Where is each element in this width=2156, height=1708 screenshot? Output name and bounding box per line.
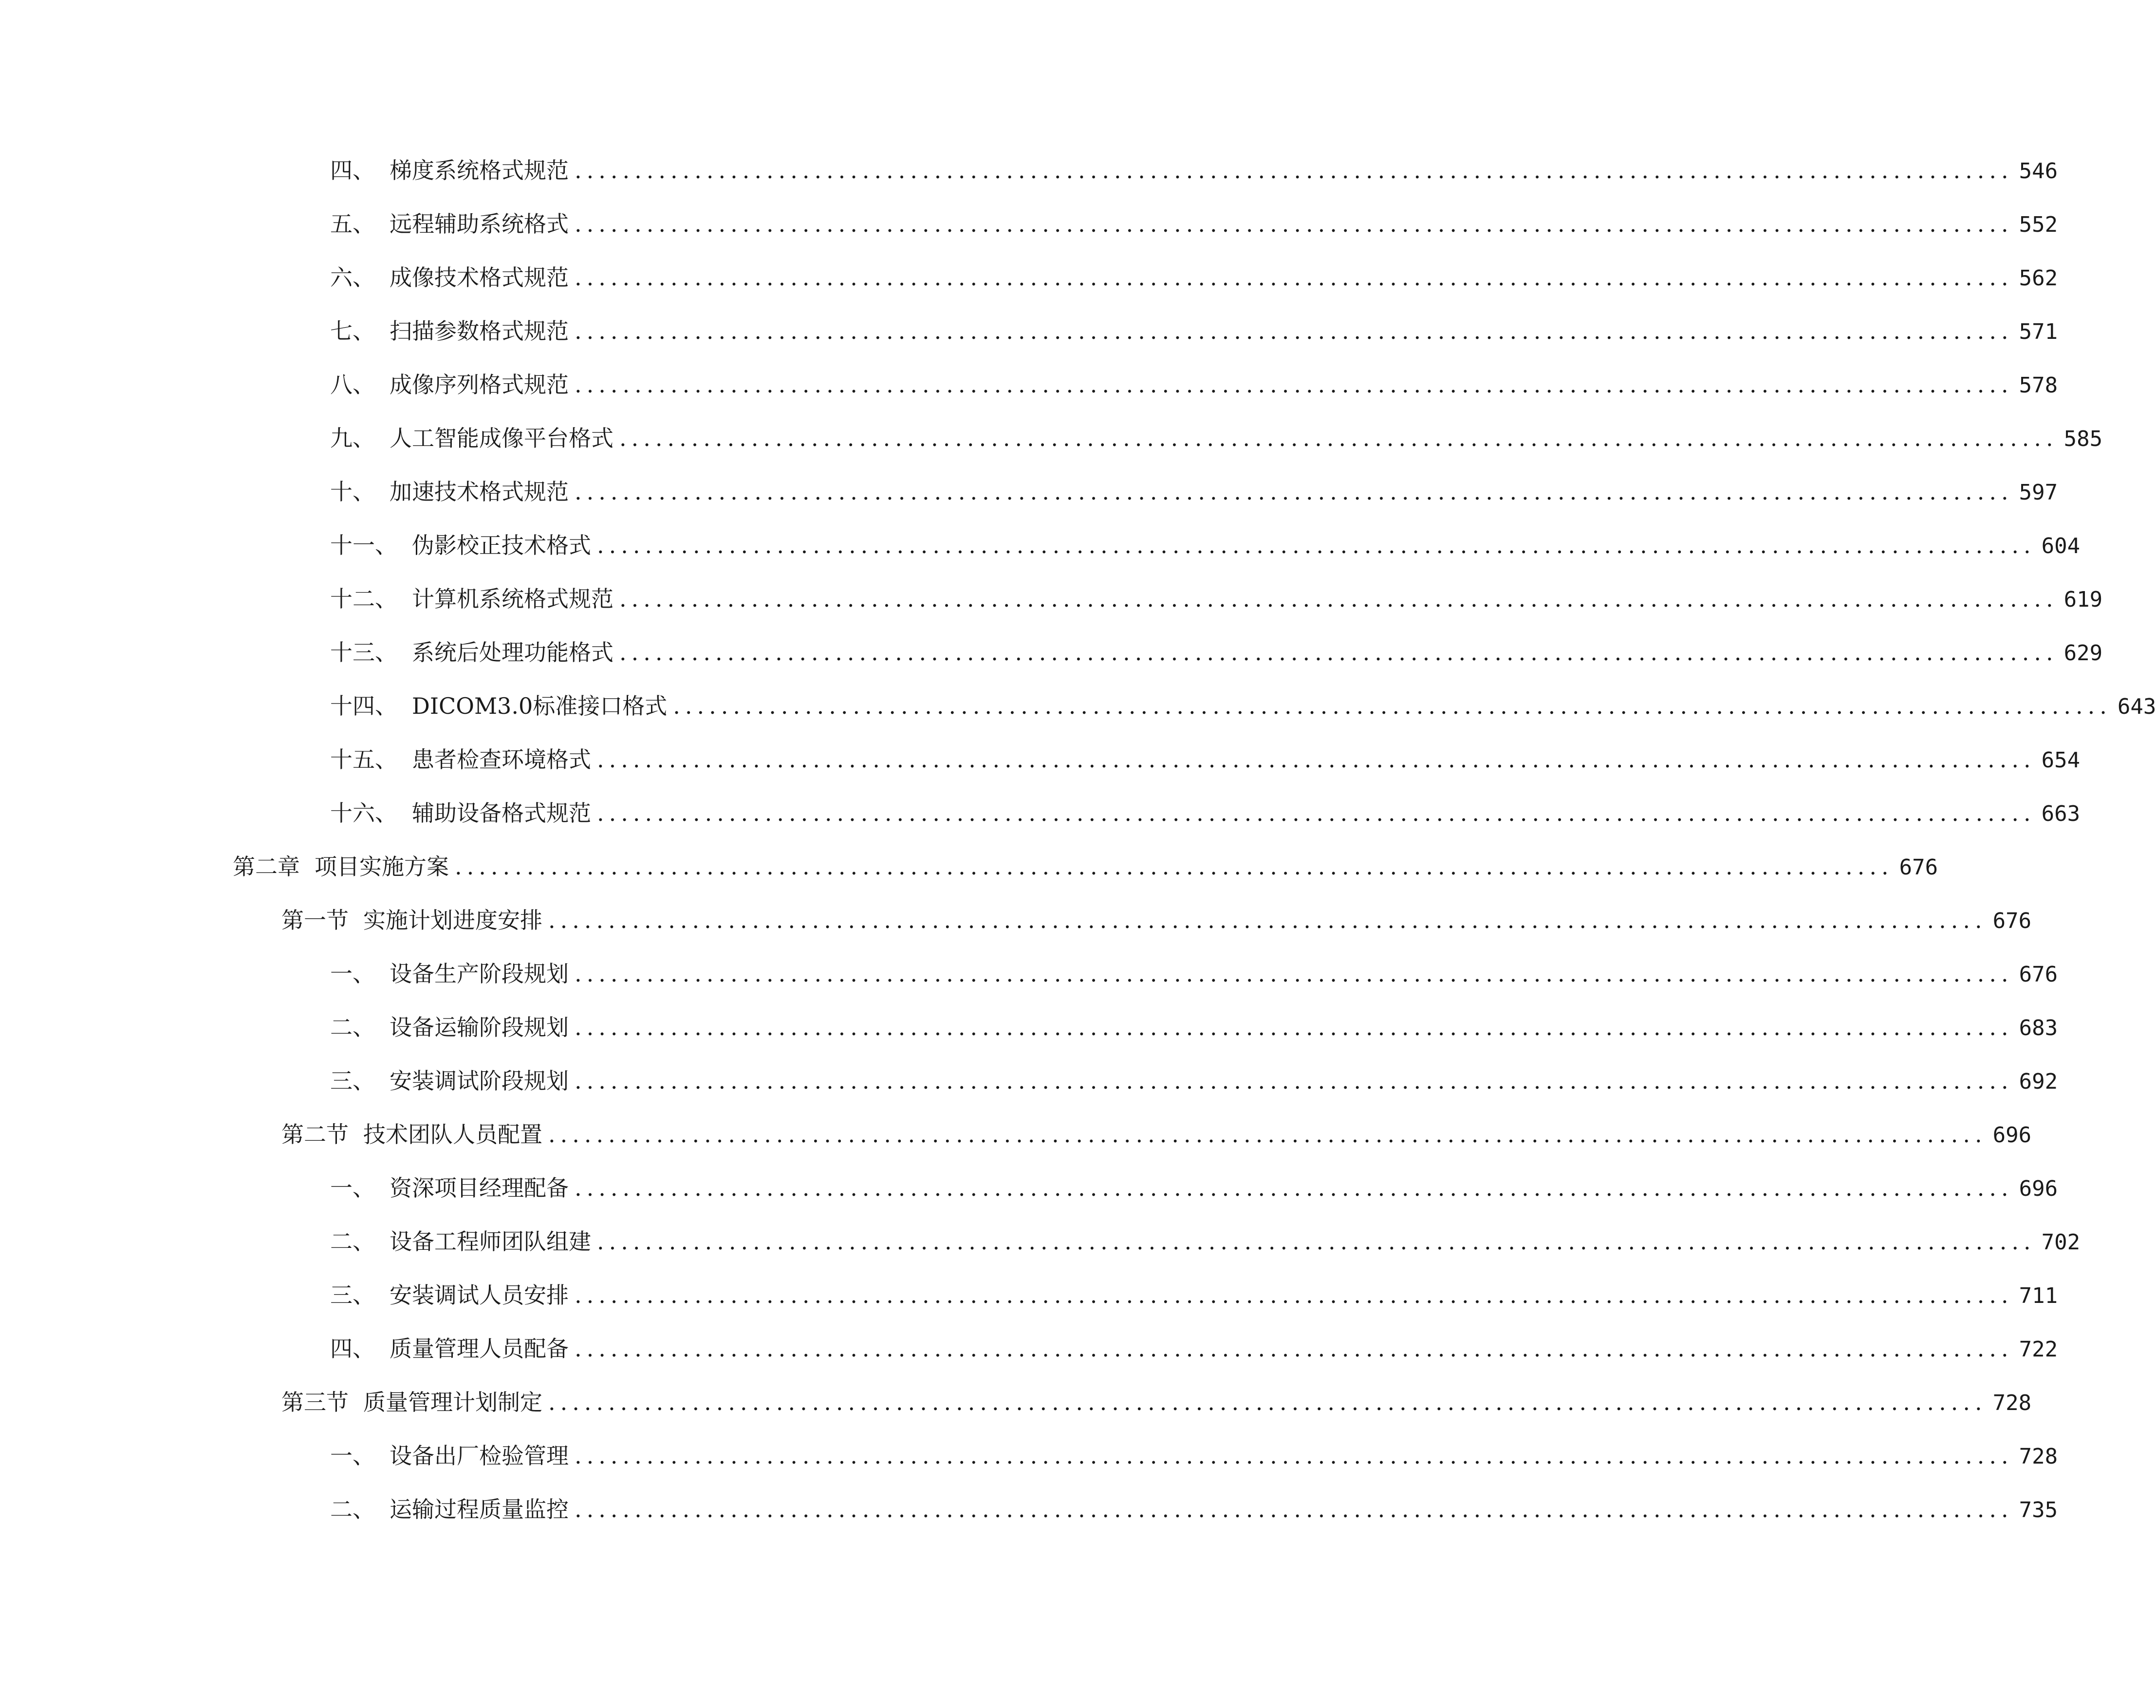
toc-dot-leader: ........................................................................................................................ — [575, 1282, 2013, 1308]
toc-entry-title: 设备工程师团队组建 — [390, 1228, 591, 1255]
toc-entry-title: 安装调试人员安排 — [390, 1282, 569, 1308]
toc-dot-leader: ........................................................................................................................ — [673, 693, 2112, 719]
toc-entry-title: 技术团队人员配置 — [363, 1121, 542, 1148]
toc-entry-number: 第一节 — [281, 907, 349, 933]
toc-entry[interactable] — [330, 1169, 2058, 1207]
toc-entry[interactable] — [330, 954, 2058, 993]
toc-entry-number: 三、 — [330, 1282, 375, 1308]
toc-entry[interactable] — [330, 1276, 2058, 1315]
toc-dot-leader: ........................................................................................................................ — [597, 532, 2036, 558]
toc-dot-leader: ........................................................................................................................ — [619, 425, 2058, 451]
toc-entry[interactable] — [281, 1383, 2032, 1422]
toc-entry-number: 六、 — [330, 264, 375, 291]
toc-entry-number: 三、 — [330, 1068, 375, 1094]
toc-entry-number: 二、 — [330, 1496, 375, 1522]
toc-entry-title: 安装调试阶段规划 — [390, 1068, 569, 1094]
toc-entry[interactable] — [330, 1436, 2058, 1475]
toc-entry-number: 十五、 — [330, 746, 397, 773]
toc-dot-leader: ........................................................................................................................ — [575, 371, 2013, 398]
toc-dot-leader: ........................................................................................................................ — [619, 639, 2058, 666]
toc-entry-title: 成像技术格式规范 — [390, 264, 569, 291]
toc-entry[interactable] — [330, 1008, 2058, 1047]
toc-entry-page-number: 619 — [2063, 587, 2103, 612]
toc-entry-title: 运输过程质量监控 — [390, 1496, 569, 1522]
toc-dot-leader: ........................................................................................................................ — [575, 1175, 2013, 1201]
toc-entry-number: 四、 — [330, 1336, 375, 1362]
toc-entry-page-number: 552 — [2019, 212, 2058, 237]
toc-dot-leader: ........................................................................................................................ — [597, 1228, 2036, 1255]
toc-entry-page-number: 702 — [2041, 1230, 2081, 1255]
toc-entry-page-number: 562 — [2019, 266, 2058, 291]
toc-entry[interactable] — [330, 419, 2103, 458]
toc-entry-title: 计算机系统格式规范 — [412, 586, 613, 612]
toc-entry-number: 九、 — [330, 425, 375, 451]
toc-entry-title: DICOM3.0标准接口格式 — [412, 693, 668, 719]
toc-entry[interactable] — [233, 847, 1938, 886]
toc-entry-page-number: 629 — [2063, 641, 2103, 666]
toc-entry-number: 二、 — [330, 1228, 375, 1255]
toc-entry-title: 质量管理计划制定 — [363, 1389, 542, 1415]
toc-entry-title: 加速技术格式规范 — [390, 479, 569, 505]
toc-entry-title: 资深项目经理配备 — [390, 1175, 569, 1201]
toc-dot-leader: ........................................................................................................................ — [548, 1121, 1987, 1148]
toc-entry-page-number: 585 — [2063, 427, 2103, 451]
toc-entry-page-number: 676 — [1899, 855, 1938, 880]
toc-entry-page-number: 604 — [2041, 534, 2081, 558]
toc-dot-leader: ........................................................................................................................ — [575, 211, 2013, 237]
toc-entry-page-number: 722 — [2019, 1337, 2058, 1362]
toc-entry[interactable] — [330, 312, 2058, 351]
toc-entry-page-number: 683 — [2019, 1016, 2058, 1040]
toc-entry[interactable] — [330, 258, 2058, 297]
toc-entry-number: 第二章 — [233, 854, 300, 880]
toc-entry-title: 设备出厂检验管理 — [390, 1443, 569, 1469]
toc-entry[interactable] — [281, 1115, 2032, 1154]
toc-entry-page-number: 711 — [2019, 1283, 2058, 1308]
toc-entry-title: 辅助设备格式规范 — [412, 800, 591, 826]
toc-entry-title: 梯度系统格式规范 — [390, 157, 569, 184]
toc-entry-number: 四、 — [330, 157, 375, 184]
toc-entry-number: 二、 — [330, 1014, 375, 1040]
toc-entry-page-number: 597 — [2019, 480, 2058, 505]
toc-dot-leader: ........................................................................................................................ — [575, 1443, 2013, 1469]
toc-dot-leader: ........................................................................................................................ — [619, 586, 2058, 612]
toc-entry-number: 一、 — [330, 1175, 375, 1201]
toc-entry-page-number: 643 — [2117, 694, 2156, 719]
toc-dot-leader: ........................................................................................................................ — [455, 854, 1894, 880]
toc-entry[interactable] — [330, 579, 2103, 618]
toc-dot-leader: ........................................................................................................................ — [575, 1014, 2013, 1040]
toc-entry-number: 十二、 — [330, 586, 397, 612]
toc-entry[interactable] — [281, 901, 2032, 940]
toc-entry[interactable] — [330, 365, 2058, 404]
toc-entry-page-number: 735 — [2019, 1498, 2058, 1522]
toc-dot-leader: ........................................................................................................................ — [575, 1336, 2013, 1362]
toc-entry[interactable] — [330, 151, 2058, 190]
toc-entry[interactable] — [330, 1222, 2081, 1261]
toc-dot-leader: ........................................................................................................................ — [548, 907, 1987, 933]
toc-dot-leader: ........................................................................................................................ — [575, 1068, 2013, 1094]
toc-entry-title: 远程辅助系统格式 — [390, 211, 569, 237]
toc-entry-page-number: 654 — [2041, 748, 2081, 773]
toc-entry[interactable] — [330, 687, 2156, 725]
toc-entry-title: 实施计划进度安排 — [363, 907, 542, 933]
toc-dot-leader: ........................................................................................................................ — [575, 479, 2013, 505]
toc-entry[interactable] — [330, 526, 2081, 565]
toc-entry-title: 扫描参数格式规范 — [390, 318, 569, 344]
toc-entry-number: 五、 — [330, 211, 375, 237]
toc-entry-title: 设备生产阶段规划 — [390, 961, 569, 987]
toc-entry-page-number: 728 — [2019, 1444, 2058, 1469]
toc-dot-leader: ........................................................................................................................ — [575, 264, 2013, 291]
toc-entry-number: 十三、 — [330, 639, 397, 666]
toc-dot-leader: ........................................................................................................................ — [597, 800, 2036, 826]
toc-entry-page-number: 663 — [2041, 801, 2081, 826]
toc-entry-page-number: 578 — [2019, 373, 2058, 398]
toc-entry-title: 成像序列格式规范 — [390, 371, 569, 398]
toc-entry-page-number: 696 — [1992, 1123, 2032, 1148]
toc-entry-number: 一、 — [330, 961, 375, 987]
toc-entry-number: 八、 — [330, 371, 375, 398]
toc-entry-number: 七、 — [330, 318, 375, 344]
toc-entry[interactable] — [330, 204, 2058, 243]
toc-entry-number: 第二节 — [281, 1121, 349, 1148]
toc-entry-page-number: 728 — [1992, 1391, 2032, 1415]
toc-entry[interactable] — [330, 633, 2103, 672]
toc-entry-page-number: 571 — [2019, 319, 2058, 344]
toc-entry[interactable] — [330, 740, 2081, 779]
toc-entry-number: 一、 — [330, 1443, 375, 1469]
toc-entry-title: 伪影校正技术格式 — [412, 532, 591, 558]
toc-dot-leader: ........................................................................................................................ — [575, 1496, 2013, 1522]
toc-entry-page-number: 692 — [2019, 1069, 2058, 1094]
toc-entry-page-number: 676 — [1992, 909, 2032, 933]
toc-dot-leader: ........................................................................................................................ — [597, 746, 2036, 773]
toc-entry-title: 项目实施方案 — [315, 854, 449, 880]
toc-entry-number: 十六、 — [330, 800, 397, 826]
toc-dot-leader: ........................................................................................................................ — [575, 318, 2013, 344]
toc-entry-title: 设备运输阶段规划 — [390, 1014, 569, 1040]
toc-entry-title: 质量管理人员配备 — [390, 1336, 569, 1362]
toc-entry-page-number: 676 — [2019, 962, 2058, 987]
toc-entry-title: 患者检查环境格式 — [412, 746, 591, 773]
toc-entry-title: 系统后处理功能格式 — [412, 639, 613, 666]
toc-entry[interactable] — [330, 472, 2058, 511]
toc-entry-number: 第三节 — [281, 1389, 349, 1415]
toc-entry-page-number: 546 — [2019, 159, 2058, 184]
toc-entry-page-number: 696 — [2019, 1176, 2058, 1201]
toc-entry-title: 人工智能成像平台格式 — [390, 425, 613, 451]
toc-dot-leader: ........................................................................................................................ — [548, 1389, 1987, 1415]
toc-entry-number: 十、 — [330, 479, 375, 505]
toc-entry[interactable] — [330, 1329, 2058, 1368]
toc-entry-number: 十一、 — [330, 532, 397, 558]
toc-dot-leader: ........................................................................................................................ — [575, 157, 2013, 184]
toc-dot-leader: ........................................................................................................................ — [575, 961, 2013, 987]
toc-entry-number: 十四、 — [330, 693, 397, 719]
toc-entry[interactable] — [330, 1490, 2058, 1529]
toc-entry[interactable] — [330, 794, 2081, 833]
toc-entry[interactable] — [330, 1061, 2058, 1100]
